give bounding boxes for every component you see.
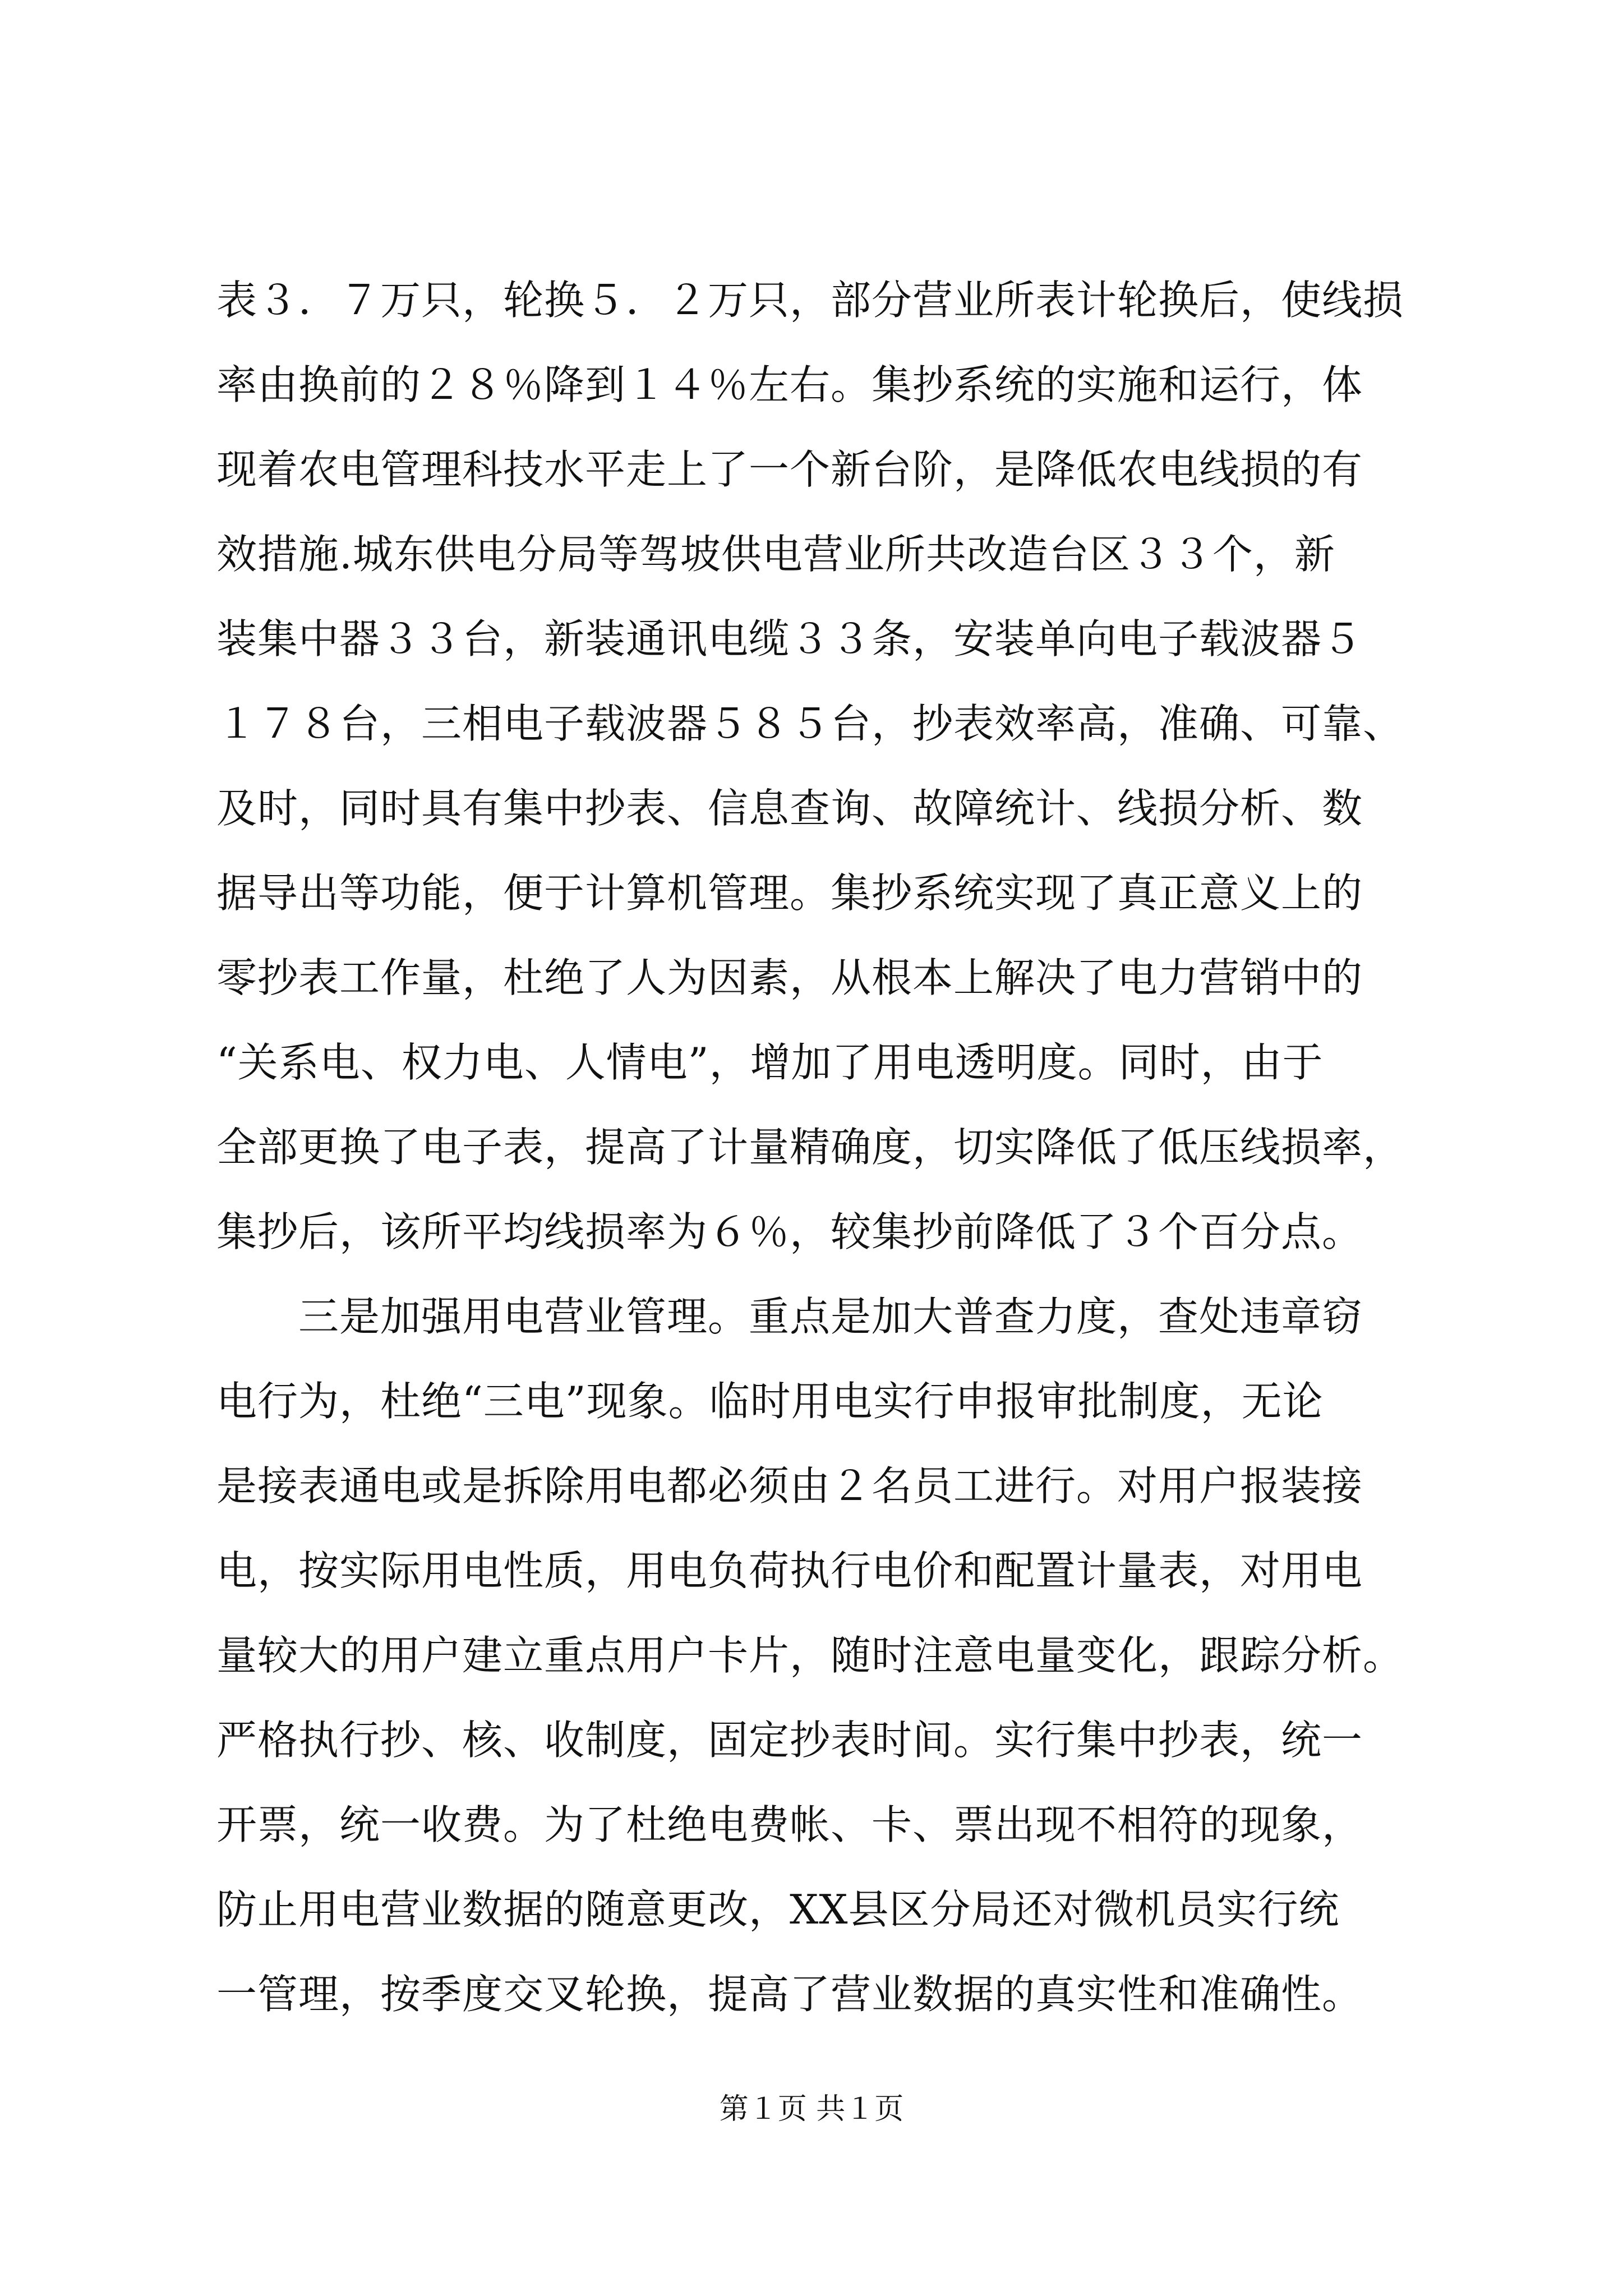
text-line: 一管理，按季度交叉轮换，提高了营业数据的真实性和准确性。: [216, 1971, 1363, 2018]
text-line: 及时，同时具有集中抄表、信息查询、故障统计、线损分析、数: [216, 785, 1363, 832]
text-line: 据导出等功能，便于计算机管理。集抄系统实现了真正意义上的: [216, 869, 1363, 917]
text-line: １７８台，三相电子载波器５８５台，抄表效率高，准确、可靠、: [216, 700, 1404, 747]
text-line: 防止用电营业数据的随意更改，XX县区分局还对微机员实行统: [216, 1886, 1340, 1933]
text-line: “关系电、权力电、人情电”，增加了用电透明度。同时，由于: [216, 1039, 1324, 1086]
text-line: 集抄后，该所平均线损率为６％，较集抄前降低了３个百分点。: [216, 1208, 1363, 1255]
text-line: 开票，统一收费。为了杜绝电费帐、卡、票出现不相符的现象，: [216, 1801, 1363, 1848]
text-line: 严格执行抄、核、收制度，固定抄表时间。实行集中抄表，统一: [216, 1717, 1363, 1764]
text-line: 表３．７万只，轮换５．２万只，部分营业所表计轮换后，使线损: [216, 277, 1404, 324]
text-line: 全部更换了电子表，提高了计量精确度，切实降低了低压线损率，: [216, 1124, 1404, 1171]
body-text: [216, 258, 1417, 2037]
text-line: 电，按实际用电性质，用电负荷执行电价和配置计量表，对用电: [216, 1547, 1363, 1594]
text-line: 三是加强用电营业管理。重点是加大普查力度，查处违章窃: [216, 1293, 1363, 1340]
text-line: 现着农电管理科技水平走上了一个新台阶，是降低农电线损的有: [216, 446, 1363, 493]
text-line: 率由换前的２８％降到１４％左右。集抄系统的实施和运行，体: [216, 361, 1363, 408]
page-footer: 第１页 共１页: [719, 2092, 904, 2126]
text-line: 是接表通电或是拆除用电都必须由２名员工进行。对用户报装接: [216, 1462, 1363, 1510]
text-line: 电行为，杜绝“三电”现象。临时用电实行申报审批制度，无论: [216, 1378, 1324, 1425]
text-line: 装集中器３３台，新装通讯电缆３３条，安装单向电子载波器５: [216, 615, 1363, 662]
text-line: 零抄表工作量，杜绝了人为因素，从根本上解决了电力营销中的: [216, 954, 1363, 1001]
text-line: 量较大的用户建立重点用户卡片，随时注意电量变化，跟踪分析。: [216, 1632, 1404, 1679]
text-line: 效措施.城东供电分局等驾坡供电营业所共改造台区３３个，新: [216, 531, 1335, 578]
